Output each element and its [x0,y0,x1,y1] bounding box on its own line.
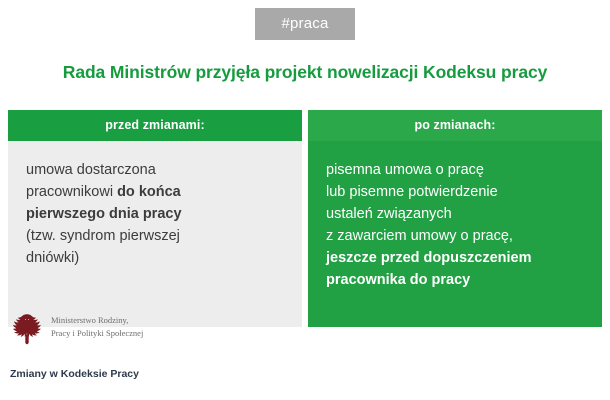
column-before [8,110,302,327]
column-before-body [8,141,302,327]
column-after [308,110,602,327]
column-before-header: przed zmianami: [8,110,302,141]
text-fragment: pracownikowi [26,184,118,201]
text-fragment-bold: pracownika do pracy [326,272,471,289]
ministry-name-line1: Ministerstwo Rodziny, [51,315,129,325]
text-line [26,181,284,203]
column-after-body [308,141,602,327]
hashtag-pill: #praca [255,8,354,40]
page-title: Rada Ministrów przyjęła projekt nowelizacji Kodeksu pracy [62,62,548,82]
text-line [326,269,584,291]
footer-caption: Zmiany w Kodeksie Pracy [10,368,139,380]
text-line: (tzw. syndrom pierwszej [26,228,180,245]
text-line: pisemna umowa o pracę [326,162,484,178]
hashtag-bar [0,8,610,40]
ministry-logo-block [10,310,143,350]
text-fragment-bold: jeszcze przed dopuszczeniem [326,250,532,267]
text-line: umowa dostarczona [26,162,156,178]
text-line [26,203,284,225]
text-line [326,247,584,269]
ministry-name [51,310,143,340]
text-fragment-bold: do końca [117,184,181,201]
text-line: dniówki) [26,250,80,267]
ministry-name-line2: Pracy i Polityki Społecznej [51,327,144,338]
eagle-emblem-icon [10,310,44,350]
comparison-columns [8,110,602,327]
text-line: ustaleń związanych [326,206,452,223]
text-line: lub pisemne potwierdzenie [326,184,498,201]
text-fragment-bold: pierwszego dnia pracy [26,206,182,223]
column-after-header: po zmianach: [308,110,602,141]
text-line: z zawarciem umowy o pracę, [326,228,513,245]
